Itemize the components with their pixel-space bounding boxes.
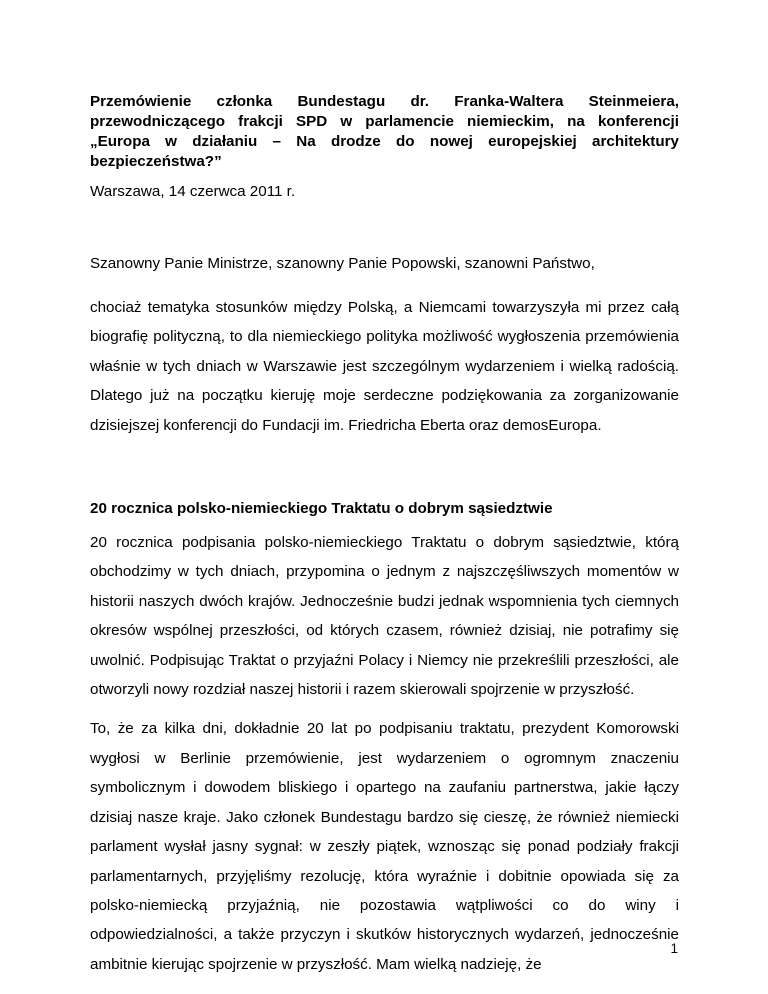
paragraph-introduction: chociaż tematyka stosunków między Polską, a Niemcami towarzyszyła mi przez całą biografię polityczną, to dla niemieckiego polityka możliwość wygłoszenia przemówienia właśnie w tych dniach w Warszawie jest szczególnym wydarzeniem i wielką radością. Dlatego już na początku kieruję moje serdeczne podziękowania za zorganizowanie dzisiejszej konferencji do Fundacji im. Friedricha Eberta oraz demosEuropa.: [90, 299, 679, 434]
salutation: Szanowny Panie Ministrze, szanowny Panie Popowski, szanowni Państwo,: [90, 255, 595, 272]
date-line: Warszawa, 14 czerwca 2011 r.: [90, 183, 296, 200]
page-number: 1: [670, 941, 678, 956]
speech-title: Przemówienie członka Bundestagu dr. Franka-Waltera Steinmeiera, przewodniczącego frakcji SPD w parlamencie niemieckim, na konferencji „Europa w działaniu – Na drodze do nowej europejskiej architektury bezpieczeństwa?”: [90, 93, 679, 170]
paragraph-president-speech: To, że za kilka dni, dokładnie 20 lat po podpisaniu traktatu, prezydent Komorowski wygłosi w Berlinie przemówienie, jest wydarzeniem o ogromnym znaczeniu symbolicznym i dowodem bliskiego i opartego na zaufaniu partnerstwa, jakie łączy dzisiaj nasze kraje. Jako członek Bundestagu bardzo się cieszę, że również niemiecki parlament wysłał jasny sygnał: w zeszły piątek, wznosząc się ponad podziały frakcji parlamentarnych, przyjęliśmy rezolucję, która wyraźnie i dobitnie opowiada się za polsko-niemiecką przyjaźnią, nie pozostawia wątpliwości co do winy i odpowiedzialności, a także przyczyn i skutków historycznych wydarzeń, jednocześnie ambitnie kierując spojrzenie w przyszłość. Mam wielką nadzieję, że: [90, 720, 679, 973]
section-heading: 20 rocznica polsko-niemieckiego Traktatu o dobrym sąsiedztwie: [90, 500, 553, 518]
document-body: [90, 92, 679, 979]
paragraph-treaty-anniversary: 20 rocznica podpisania polsko-niemieckiego Traktatu o dobrym sąsiedztwie, którą obchodzimy w tych dniach, przypomina o jednym z najszczęśliwszych momentów w historii naszych dwóch krajów. Jednocześnie budzi jednak wspomnienia tych ciemnych okresów wspólnej przeszłości, od których czasem, również dzisiaj, nie potrafimy się uwolnić. Podpisując Traktat o przyjaźni Polacy i Niemcy nie przekreślili przeszłości, ale otworzyli nowy rozdział naszej historii i razem skierowali spojrzenie w przyszłość.: [90, 534, 679, 699]
